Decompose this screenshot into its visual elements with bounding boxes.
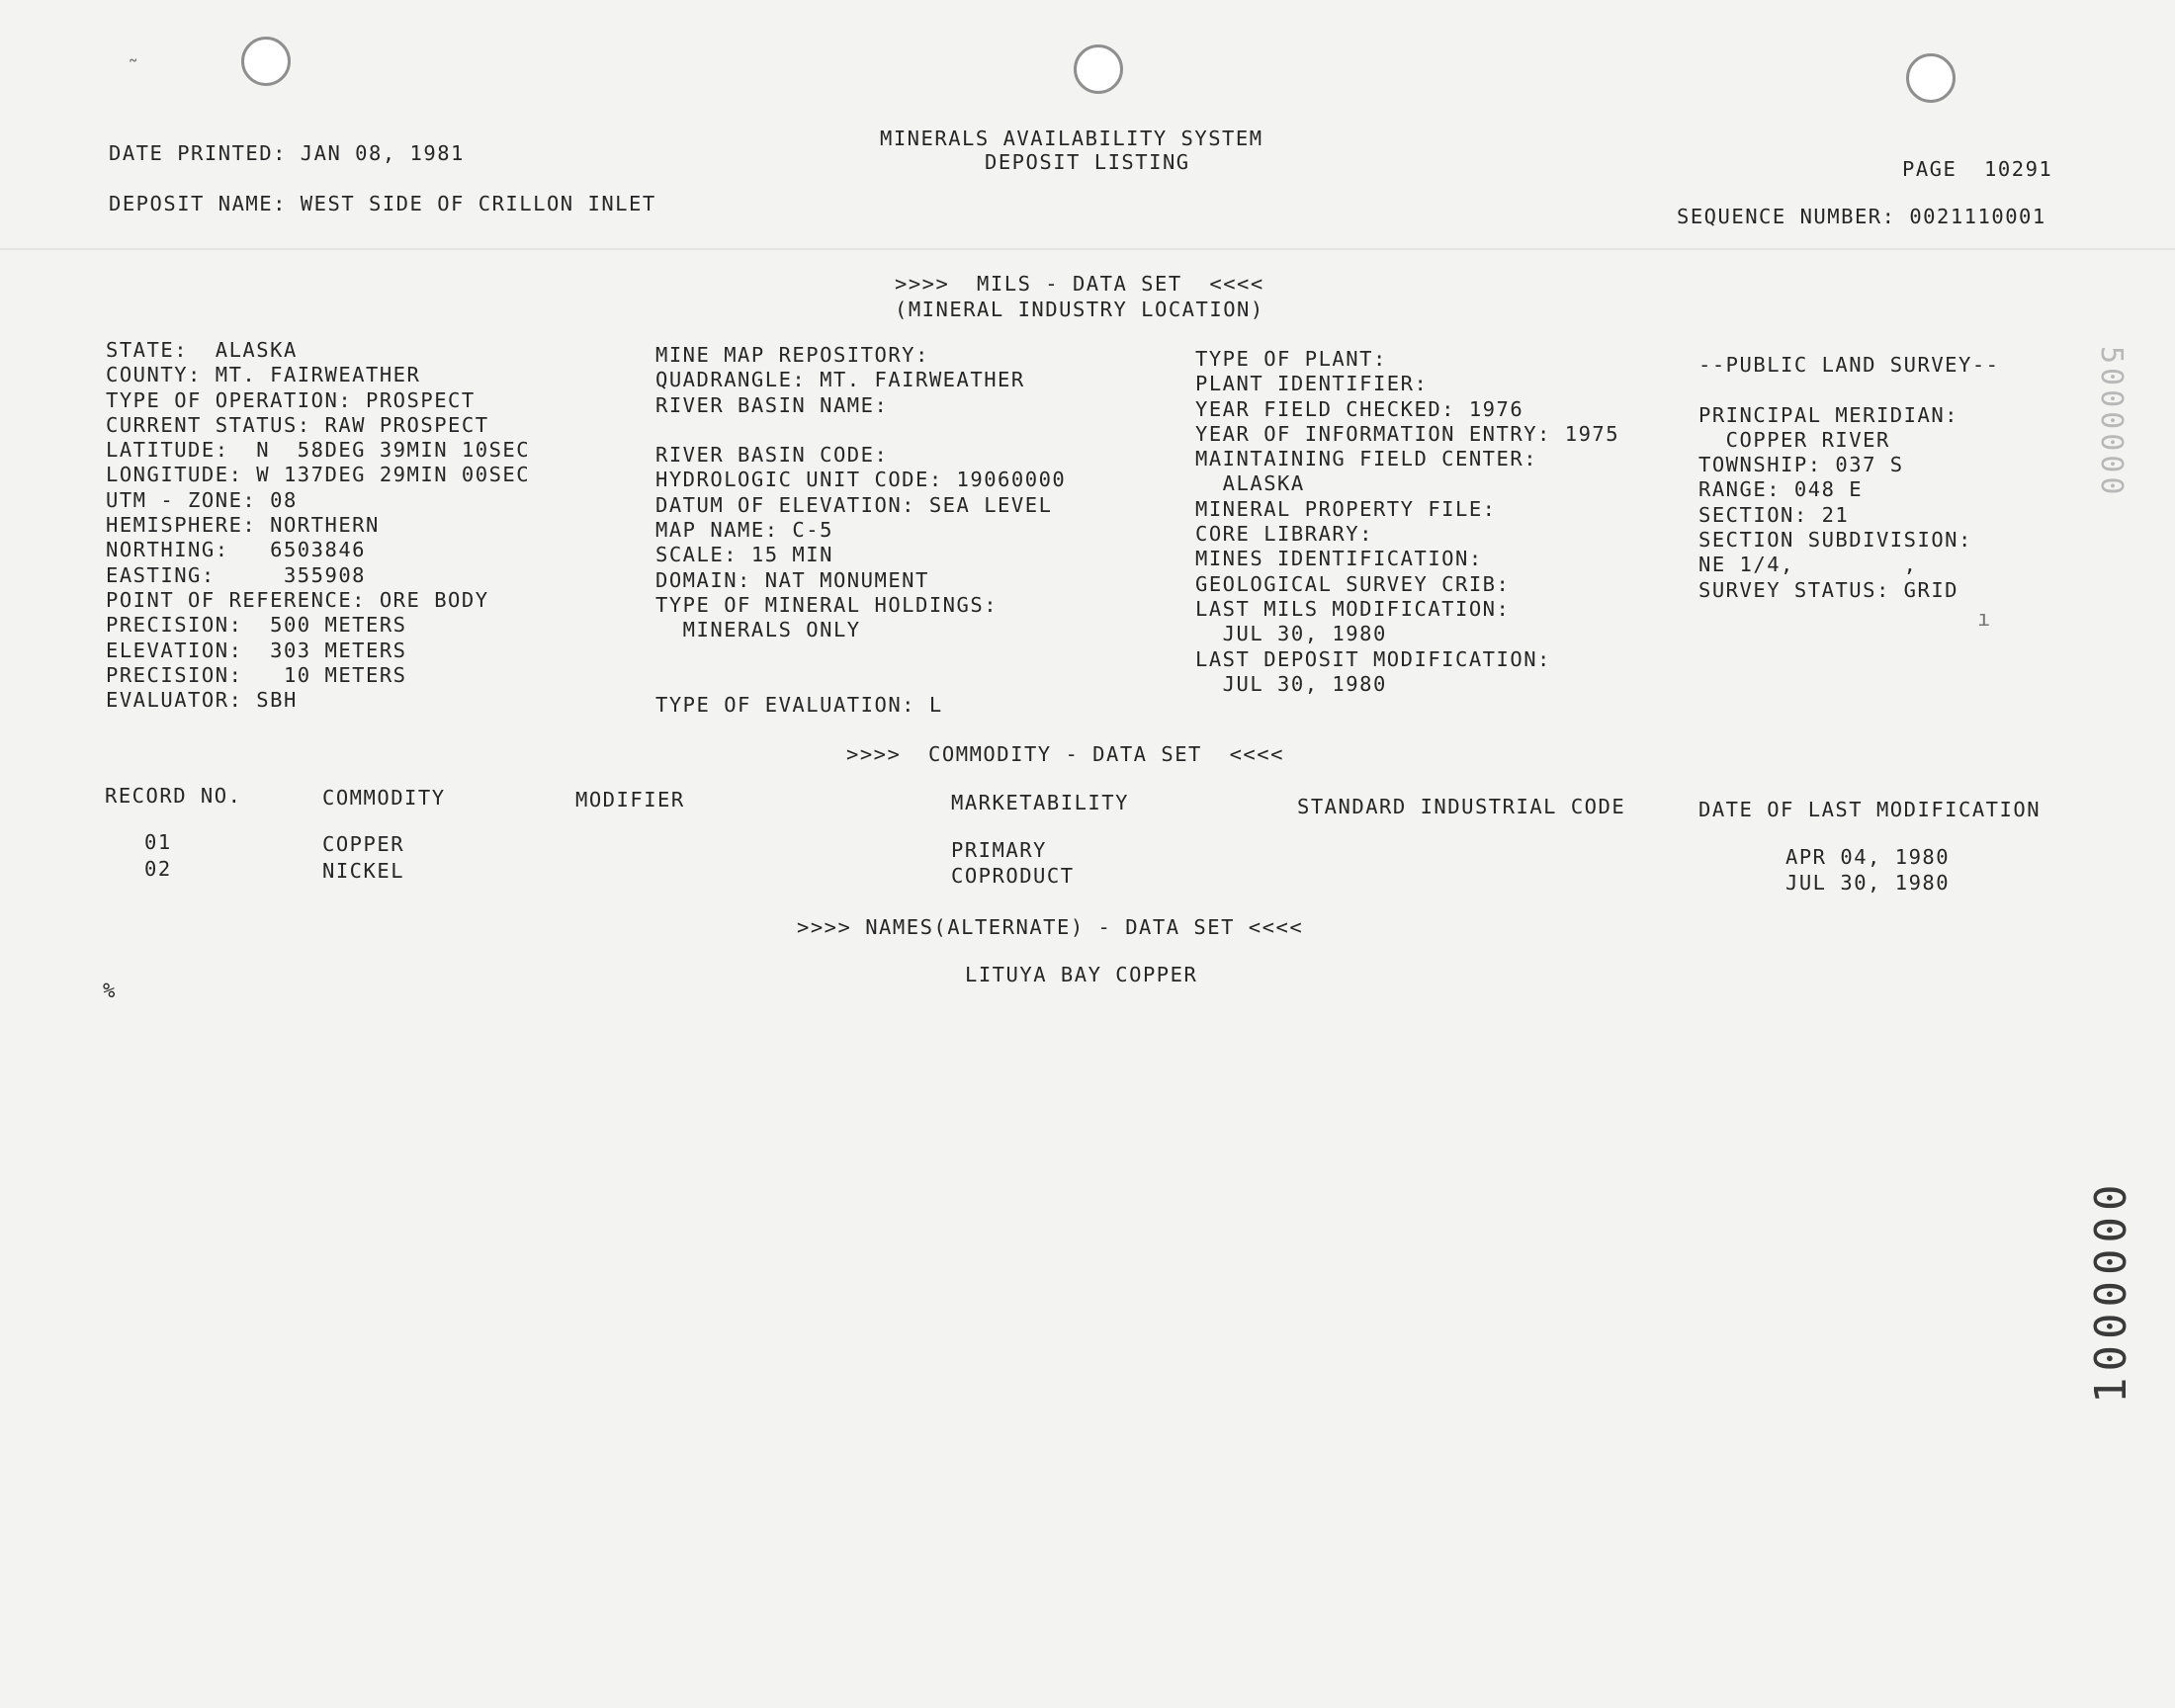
col3-line: MAINTAINING FIELD CENTER: — [1195, 447, 1538, 471]
col2-line: DOMAIN: NAT MONUMENT — [655, 567, 929, 592]
margin-faint-number: 5000000 — [2094, 346, 2129, 499]
col1-line: ELEVATION: 303 METERS — [106, 638, 407, 662]
system-title: MINERALS AVAILABILITY SYSTEM — [880, 127, 1263, 150]
ink-speck: ˜ — [127, 57, 140, 82]
col3-line: YEAR FIELD CHECKED: 1976 — [1195, 396, 1524, 421]
col3-line: LAST DEPOSIT MODIFICATION: — [1195, 646, 1551, 671]
mils-subheading: (MINERAL INDUSTRY LOCATION) — [895, 298, 1264, 321]
col3-line: JUL 30, 1980 — [1195, 622, 1387, 646]
row1-record-no: 01 — [144, 830, 172, 854]
col4-line: PRINCIPAL MERIDIAN: — [1698, 402, 1958, 427]
col3-line: LAST MILS MODIFICATION: — [1195, 596, 1511, 621]
col-header-commodity: COMMODITY — [322, 786, 446, 810]
row2-last-mod: JUL 30, 1980 — [1785, 871, 1951, 895]
col2-line: TYPE OF EVALUATION: L — [655, 693, 943, 718]
col3-line: MINES IDENTIFICATION: — [1195, 547, 1483, 571]
col3-line: MINERAL PROPERTY FILE: — [1195, 496, 1497, 521]
page-number: PAGE 10291 — [1902, 157, 2053, 181]
col2-line: HYDROLOGIC UNIT CODE: 19060000 — [655, 468, 1067, 492]
col4-line: NE 1/4, , — [1698, 553, 1918, 577]
col-header-sic: STANDARD INDUSTRIAL CODE — [1297, 795, 1626, 818]
land-survey-column — [1698, 353, 2000, 603]
punch-hole-left — [241, 37, 291, 86]
names-heading: >>>> NAMES(ALTERNATE) - DATA SET <<<< — [797, 915, 1304, 939]
col-header-modifier: MODIFIER — [575, 788, 685, 811]
col1-line: HEMISPHERE: NORTHERN — [106, 513, 380, 538]
col2-line: QUADRANGLE: MT. FAIRWEATHER — [655, 368, 1025, 392]
col2-line — [655, 418, 1066, 443]
row2-record-no: 02 — [144, 857, 172, 881]
col4-line: SECTION SUBDIVISION: — [1698, 528, 1972, 553]
col2-line: RIVER BASIN CODE: — [655, 443, 889, 468]
col-header-record-no: RECORD NO. — [105, 784, 242, 808]
col3-line: TYPE OF PLANT: — [1195, 347, 1387, 371]
row2-commodity: NICKEL — [322, 859, 405, 883]
col4-line — [1698, 378, 2000, 402]
col4-line: --PUBLIC LAND SURVEY-- — [1698, 353, 2000, 377]
row2-marketability: COPRODUCT — [951, 864, 1075, 888]
col2-line — [655, 643, 1066, 668]
col3-line: GEOLOGICAL SURVEY CRIB: — [1195, 571, 1511, 596]
col2-line: TYPE OF MINERAL HOLDINGS: — [655, 592, 999, 617]
col1-line: STATE: ALASKA — [106, 338, 298, 362]
col3-line: JUL 30, 1980 — [1195, 671, 1387, 696]
col1-line: EASTING: 355908 — [106, 562, 366, 587]
col3-line: YEAR OF INFORMATION ENTRY: 1975 — [1195, 421, 1620, 446]
margin-stamp-number: 1000000 — [2086, 1178, 2136, 1404]
col3-line: ALASKA — [1195, 471, 1305, 496]
row1-marketability: PRIMARY — [951, 838, 1047, 862]
col1-line: LATITUDE: N 58DEG 39MIN 10SEC — [106, 438, 531, 463]
col1-line: NORTHING: 6503846 — [106, 538, 366, 562]
plant-column — [1195, 347, 1619, 697]
col4-line: SECTION: 21 — [1698, 502, 1850, 527]
alternate-name: LITUYA BAY COPPER — [965, 963, 1198, 986]
col1-line: TYPE OF OPERATION: PROSPECT — [106, 387, 476, 412]
deposit-name: DEPOSIT NAME: WEST SIDE OF CRILLON INLET — [109, 192, 656, 215]
col2-line: MINERALS ONLY — [655, 618, 861, 642]
col1-line: EVALUATOR: SBH — [106, 688, 298, 713]
system-subtitle: DEPOSIT LISTING — [985, 150, 1190, 174]
location-column — [106, 338, 530, 713]
col1-line: PRECISION: 500 METERS — [106, 613, 407, 638]
col4-line: TOWNSHIP: 037 S — [1698, 453, 1904, 477]
col1-line: COUNTY: MT. FAIRWEATHER — [106, 363, 421, 387]
col2-line — [655, 668, 1066, 693]
date-printed: DATE PRINTED: JAN 08, 1981 — [109, 141, 465, 165]
sequence-number: SEQUENCE NUMBER: 0021110001 — [1677, 205, 2046, 228]
col-header-marketability: MARKETABILITY — [951, 791, 1129, 814]
punch-hole-right — [1906, 53, 1956, 103]
mils-heading: >>>> MILS - DATA SET <<<< — [895, 272, 1264, 296]
commodity-heading: >>>> COMMODITY - DATA SET <<<< — [846, 742, 1284, 766]
punch-hole-center — [1074, 44, 1123, 94]
row1-last-mod: APR 04, 1980 — [1785, 845, 1951, 869]
col2-line: DATUM OF ELEVATION: SEA LEVEL — [655, 492, 1053, 517]
col2-line: MAP NAME: C-5 — [655, 518, 833, 543]
col4-line: SURVEY STATUS: GRID — [1698, 577, 1958, 602]
col2-line: RIVER BASIN NAME: — [655, 392, 889, 417]
col1-line: POINT OF REFERENCE: ORE BODY — [106, 587, 489, 612]
col1-line: CURRENT STATUS: RAW PROSPECT — [106, 412, 489, 437]
map-column — [655, 343, 1066, 718]
col4-line: RANGE: 048 E — [1698, 477, 1864, 502]
col1-line: PRECISION: 10 METERS — [106, 662, 407, 687]
col1-line: UTM - ZONE: 08 — [106, 487, 298, 512]
col2-line: SCALE: 15 MIN — [655, 543, 833, 567]
footer-mark: % — [103, 979, 117, 1002]
col3-line: CORE LIBRARY: — [1195, 522, 1373, 547]
ink-speck: ı — [1977, 607, 1991, 632]
row1-commodity: COPPER — [322, 832, 405, 856]
col3-line: PLANT IDENTIFIER: — [1195, 372, 1429, 396]
col2-line: MINE MAP REPOSITORY: — [655, 343, 929, 367]
page-fold-line — [0, 248, 2175, 250]
col4-line: COPPER RIVER — [1698, 427, 1890, 452]
col1-line: LONGITUDE: W 137DEG 29MIN 00SEC — [106, 463, 531, 487]
col-header-last-mod: DATE OF LAST MODIFICATION — [1698, 798, 2042, 821]
